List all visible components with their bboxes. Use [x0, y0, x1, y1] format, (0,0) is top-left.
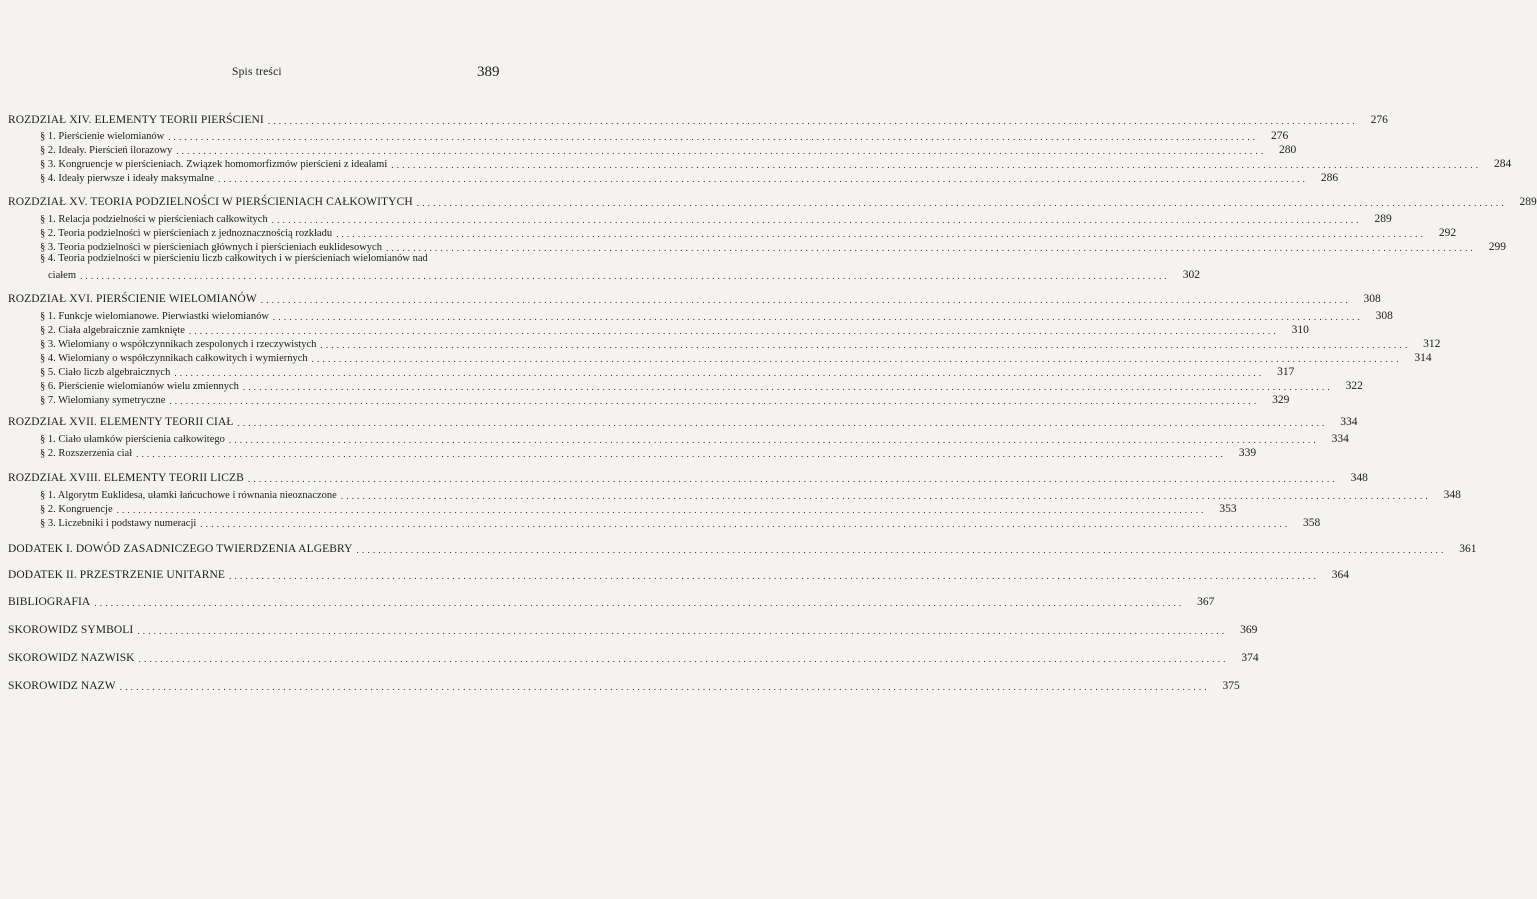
- toc-section-label: § 5. Ciało liczb algebraicznych: [40, 367, 171, 378]
- leader-dots: ........................................................................................................................................................................................................: [138, 654, 1229, 664]
- leader-dots: ........................................................................................................................................................................................................: [267, 116, 1358, 126]
- toc-section-entry[interactable]: [40, 431, 1349, 445]
- toc-section-entry[interactable]: [40, 170, 1339, 184]
- toc-section-entry[interactable]: [40, 445, 1257, 459]
- toc-section-label: § 2. Ciała algebraicznie zamknięte: [40, 325, 185, 336]
- toc-section-entry[interactable]: [40, 350, 1432, 364]
- toc-chapter-label: DODATEK I. DOWÓD ZASADNICZEGO TWIERDZENIA ALGEBRY: [8, 543, 353, 555]
- toc-section-entry[interactable]: [40, 515, 1321, 529]
- toc-page-number: 299: [1488, 241, 1506, 253]
- leader-dots: ........................................................................................................................................................................................................: [271, 215, 1362, 225]
- leader-dots: ........................................................................................................................................................................................................: [242, 382, 1333, 392]
- toc-page-number: 361: [1459, 543, 1477, 555]
- leader-dots: ........................................................................................................................................................................................................: [176, 146, 1267, 156]
- leader-dots: ........................................................................................................................................................................................................: [272, 312, 1363, 322]
- leader-dots: ........................................................................................................................................................................................................: [320, 340, 1411, 350]
- toc-section-label: § 7. Wielomiany symetryczne: [40, 395, 166, 406]
- toc-page-number: 276: [1270, 130, 1289, 142]
- toc-page-number: 308: [1375, 310, 1393, 322]
- leader-dots: ........................................................................................................................................................................................................: [340, 491, 1431, 501]
- leader-dots: ........................................................................................................................................................................................................: [260, 295, 1351, 305]
- toc-page-number: 329: [1272, 394, 1290, 406]
- toc-page-number: 308: [1363, 293, 1381, 305]
- toc-chapter-label: SKOROWIDZ NAZWISK: [8, 652, 135, 664]
- toc-page-number: 280: [1279, 144, 1297, 156]
- toc-section-label: § 3. Liczebniki i podstawy numeracji: [40, 518, 197, 529]
- toc-section-label: § 3. Teoria podzielności w pierścieniach głównych i pierścieniach euklidesowych: [40, 242, 382, 253]
- leader-dots: ........................................................................................................................................................................................................: [247, 474, 1338, 484]
- toc-section-label: § 6. Pierścienie wielomianów wielu zmiennych: [40, 381, 239, 392]
- running-title: Spis treści: [232, 66, 282, 78]
- leader-dots: ........................................................................................................................................................................................................: [237, 418, 1328, 428]
- leader-dots: ........................................................................................................................................................................................................: [94, 598, 1185, 608]
- leader-dots: ........................................................................................................................................................................................................: [174, 368, 1265, 378]
- leader-dots: ........................................................................................................................................................................................................: [391, 160, 1482, 170]
- toc-section-label: § 2. Teoria podzielności w pierścieniach z jednoznacznością rozkładu: [40, 228, 333, 239]
- toc-chapter-label: SKOROWIDZ SYMBOLI: [8, 624, 134, 636]
- toc-section-label: § 4. Ideały pierwsze i ideały maksymalne: [40, 173, 215, 184]
- toc-page-number: 322: [1345, 380, 1363, 392]
- toc-page-number: 339: [1238, 447, 1257, 459]
- toc-section-label: § 4. Teoria podzielności w pierścieniu liczb całkowitych i w pierścieniach wielomianów nad: [40, 253, 428, 264]
- toc-page-number: 276: [1370, 114, 1388, 126]
- toc-section-entry[interactable]: [40, 225, 1457, 239]
- toc-section-entry[interactable]: [40, 128, 1289, 142]
- toc-page-number: 375: [1222, 680, 1240, 692]
- leader-dots: ........................................................................................................................................................................................................: [311, 354, 1402, 364]
- toc-section-label: § 3. Wielomiany o współczynnikach zespolonych i rzeczywistych: [40, 339, 317, 350]
- leader-dots: ........................................................................................................................................................................................................: [119, 682, 1210, 692]
- leader-dots: ........................................................................................................................................................................................................: [336, 229, 1427, 239]
- toc-page-number: 310: [1291, 324, 1309, 336]
- toc-chapter-entry[interactable]: [8, 541, 1477, 555]
- leader-dots: ........................................................................................................................................................................................................: [416, 198, 1507, 208]
- toc-section-label: § 2. Ideały. Pierścień ilorazowy: [40, 145, 173, 156]
- toc-chapter-entry[interactable]: [8, 622, 1258, 636]
- leader-dots: ........................................................................................................................................................................................................: [200, 519, 1291, 529]
- toc-page-number: 284: [1494, 158, 1512, 170]
- toc-chapter-entry[interactable]: [8, 194, 1537, 208]
- toc-section-entry[interactable]: [40, 501, 1237, 515]
- leader-dots: ........................................................................................................................................................................................................: [137, 626, 1228, 636]
- toc-section-entry[interactable]: [40, 211, 1392, 225]
- toc-page-number: 334: [1331, 433, 1349, 445]
- toc-section-entry[interactable]: [48, 267, 1200, 281]
- toc-section-label: § 1. Algorytm Euklidesa, ułamki łańcuchowe i równania nieoznaczone: [40, 490, 337, 501]
- page-number: 389: [477, 64, 500, 80]
- leader-dots: ........................................................................................................................................................................................................: [385, 243, 1476, 253]
- toc-page-number: 312: [1423, 338, 1441, 350]
- toc-section-entry[interactable]: [40, 336, 1441, 350]
- leader-dots: ........................................................................................................................................................................................................: [356, 545, 1447, 555]
- toc-chapter-entry[interactable]: [8, 470, 1368, 484]
- toc-chapter-entry[interactable]: [8, 291, 1381, 305]
- toc-chapter-entry[interactable]: [8, 414, 1358, 428]
- leader-dots: ........................................................................................................................................................................................................: [79, 271, 1170, 281]
- toc-page-number: 374: [1241, 652, 1259, 664]
- toc-chapter-entry[interactable]: [8, 112, 1388, 126]
- toc-chapter-label: ROZDZIAŁ XVI. PIERŚCIENIE WIELOMIANÓW: [8, 293, 257, 305]
- toc-page-number: 348: [1350, 472, 1368, 484]
- toc-page-number: 317: [1277, 366, 1295, 378]
- toc-page-number: 292: [1438, 227, 1457, 239]
- leader-dots: ........................................................................................................................................................................................................: [116, 505, 1207, 515]
- toc-section-label: § 1. Pierścienie wielomianów: [40, 131, 165, 142]
- toc-chapter-label: ROZDZIAŁ XVIII. ELEMENTY TEORII LICZB: [8, 472, 244, 484]
- toc-page-number: 364: [1331, 569, 1350, 581]
- toc-page-number: 314: [1414, 352, 1432, 364]
- toc-chapter-label: ROZDZIAŁ XIV. ELEMENTY TEORII PIERŚCIENI: [8, 114, 264, 126]
- toc-section-label: § 1. Ciało ułamków pierścienia całkowitego: [40, 434, 225, 445]
- toc-section-label: § 1. Relacja podzielności w pierścieniach całkowitych: [40, 214, 268, 225]
- toc-page-number: 289: [1519, 196, 1537, 208]
- toc-section-entry[interactable]: [40, 392, 1290, 406]
- toc-section-entry[interactable]: [40, 364, 1295, 378]
- toc-section-label-continued: ciałem: [48, 270, 76, 281]
- leader-dots: ........................................................................................................................................................................................................: [169, 396, 1260, 406]
- toc-section-label: § 4. Wielomiany o współczynnikach całkowitych i wymiernych: [40, 353, 308, 364]
- toc-page-number: 286: [1320, 172, 1339, 184]
- toc-section-entry[interactable]: [40, 239, 1506, 253]
- toc-page-number: 348: [1443, 489, 1461, 501]
- toc-chapter-label: DODATEK II. PRZESTRZENIE UNITARNE: [8, 569, 226, 581]
- toc-section-entry[interactable]: [40, 487, 1461, 501]
- toc-section-label: § 2. Rozszerzenia ciał: [40, 448, 133, 459]
- toc-section-label: § 3. Kongruencje w pierścieniach. Związek homomorfizmów pierścieni z ideałami: [40, 159, 388, 170]
- toc-chapter-label: BIBLIOGRAFIA: [8, 596, 91, 608]
- toc-page-number: 353: [1219, 503, 1237, 515]
- leader-dots: ........................................................................................................................................................................................................: [228, 435, 1319, 445]
- toc-chapter-entry[interactable]: [8, 567, 1350, 581]
- toc-section-entry[interactable]: [40, 322, 1309, 336]
- toc-section-entry[interactable]: [40, 156, 1512, 170]
- toc-page-number: 334: [1340, 416, 1358, 428]
- toc-page-number: 367: [1197, 596, 1215, 608]
- leader-dots: ........................................................................................................................................................................................................: [168, 132, 1259, 142]
- toc-chapter-entry[interactable]: [8, 650, 1259, 664]
- leader-dots: ........................................................................................................................................................................................................: [188, 326, 1279, 336]
- toc-page-number: 302: [1182, 269, 1200, 281]
- leader-dots: ........................................................................................................................................................................................................: [136, 449, 1227, 459]
- toc-section-entry[interactable]: [40, 308, 1393, 322]
- toc-page-number: 369: [1240, 624, 1258, 636]
- toc-chapter-entry[interactable]: [8, 678, 1240, 692]
- leader-dots: ........................................................................................................................................................................................................: [218, 174, 1309, 184]
- toc-section-entry[interactable]: [40, 142, 1297, 156]
- toc-section-entry[interactable]: [40, 378, 1363, 392]
- leader-dots: ........................................................................................................................................................................................................: [229, 571, 1320, 581]
- toc-chapter-label: SKOROWIDZ NAZW: [8, 680, 116, 692]
- toc-chapter-entry[interactable]: [8, 594, 1215, 608]
- toc-chapter-label: ROZDZIAŁ XV. TEORIA PODZIELNOŚCI W PIERŚCIENIACH CAŁKOWITYCH: [8, 196, 413, 208]
- page-header: [0, 66, 614, 86]
- toc-section-label: § 1. Funkcje wielomianowe. Pierwiastki wielomianów: [40, 311, 269, 322]
- toc-page-number: 358: [1303, 517, 1321, 529]
- toc-section-label: § 2. Kongruencje: [40, 504, 113, 515]
- toc-page-number: 289: [1374, 213, 1392, 225]
- toc-chapter-label: ROZDZIAŁ XVII. ELEMENTY TEORII CIAŁ: [8, 416, 234, 428]
